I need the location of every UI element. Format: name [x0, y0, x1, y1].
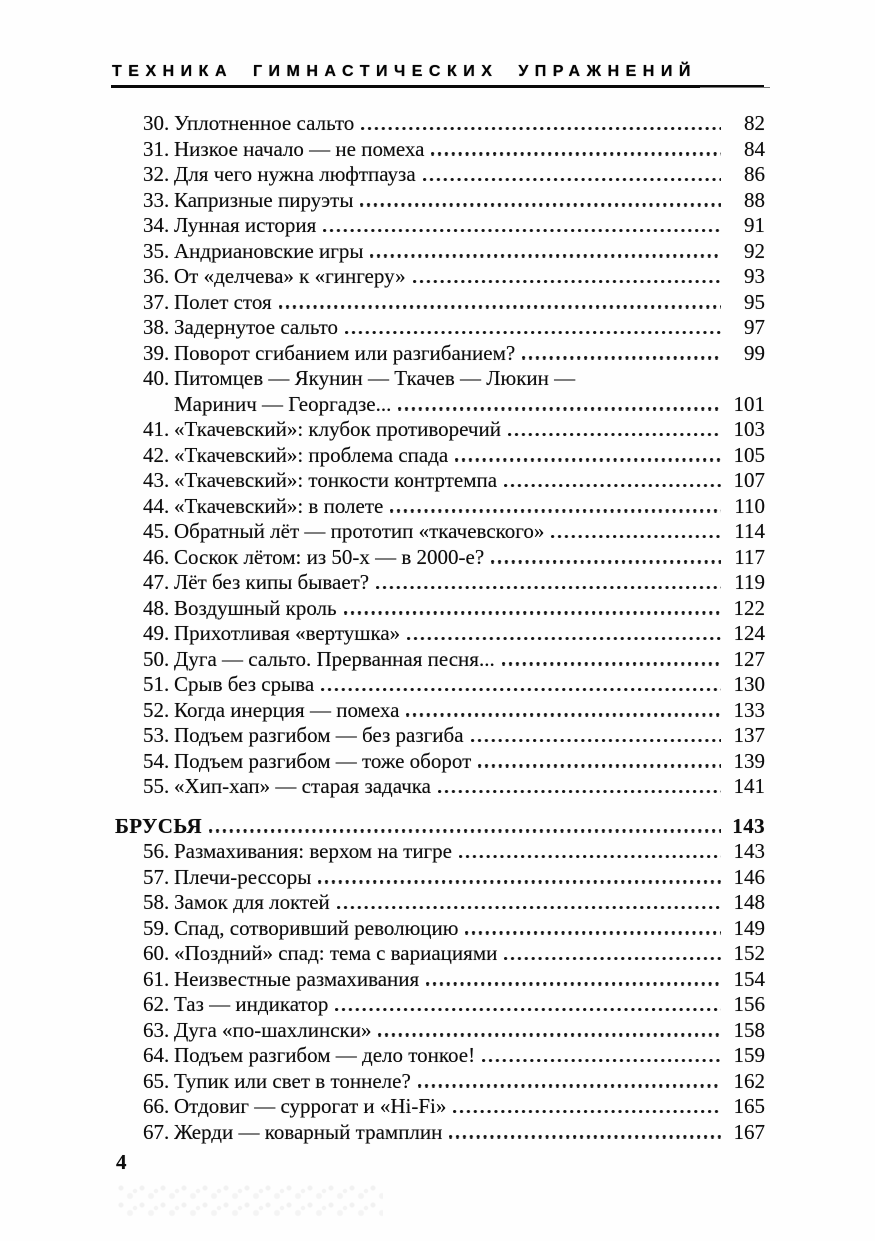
entry-title: Воздушный кроль	[174, 595, 337, 620]
toc-row	[115, 366, 765, 392]
dot-leader	[453, 1110, 721, 1113]
entry-title: Дуга «по-шахлински»	[174, 1017, 372, 1042]
entry-number: 53.	[143, 723, 170, 747]
entry-page-number: 95	[744, 289, 765, 314]
toc-section-row	[115, 814, 765, 840]
dot-leader	[335, 1008, 721, 1011]
dot-leader	[504, 484, 721, 487]
header-rule	[111, 85, 764, 88]
entry-title: Подъем разгибом — дело тонкое!	[174, 1043, 476, 1067]
dot-leader	[478, 764, 721, 767]
toc-row	[115, 341, 765, 367]
entry-page-number: 84	[744, 136, 765, 161]
dot-leader	[522, 356, 721, 359]
entry-number: 67.	[143, 1119, 170, 1144]
toc-row	[115, 967, 765, 993]
entry-number: 50.	[143, 646, 170, 671]
entry-page-number: 167	[733, 1119, 765, 1144]
scan-artifact	[118, 1184, 383, 1218]
toc-row	[115, 1120, 765, 1146]
entry-page-number: 92	[744, 238, 765, 263]
entry-page-number: 158	[733, 1017, 765, 1042]
entry-title: Уплотненное сальто	[174, 111, 355, 135]
entry-title: «Хип-хап» — старая задачка	[174, 774, 431, 798]
toc-row	[115, 1069, 765, 1095]
entry-page-number: 146	[733, 864, 765, 889]
dot-leader	[406, 713, 721, 716]
entry-page-number: 149	[733, 915, 765, 940]
dot-leader	[279, 305, 721, 308]
dot-leader	[321, 688, 721, 691]
entry-page-number: 165	[733, 1094, 765, 1118]
entry-page-number: 82	[744, 111, 765, 135]
toc-row	[115, 111, 765, 137]
entry-page-number: 133	[733, 697, 765, 722]
toc-row	[115, 621, 765, 647]
entry-page-number: 101	[733, 391, 765, 416]
entry-page-number: 99	[744, 340, 765, 365]
entry-title: Андриановские игры	[174, 238, 364, 263]
entry-number: 47.	[143, 570, 170, 594]
toc-row	[115, 647, 765, 673]
entry-number: 65.	[143, 1068, 170, 1093]
dot-leader	[426, 982, 721, 985]
dot-leader	[344, 611, 721, 614]
entry-number: 54.	[143, 748, 170, 773]
entry-number: 31.	[143, 136, 170, 161]
entry-number: 58.	[143, 890, 170, 914]
dot-leader	[508, 433, 721, 436]
entry-number: 30.	[143, 111, 170, 135]
entry-page-number: 117	[734, 544, 765, 569]
toc-row	[115, 672, 765, 698]
entry-page-number: 143	[732, 813, 765, 838]
entry-number: 66.	[143, 1094, 170, 1118]
entry-page-number: 107	[733, 468, 765, 492]
toc-row	[115, 290, 765, 316]
toc-row	[115, 468, 765, 494]
entry-title: От «делчева» к «гингеру»	[174, 264, 406, 288]
entry-number: 41.	[143, 417, 170, 441]
toc-row	[115, 392, 765, 418]
dot-leader	[407, 637, 721, 640]
toc-row	[115, 890, 765, 916]
toc-row	[115, 137, 765, 163]
entry-number: 63.	[143, 1017, 170, 1042]
dot-leader	[318, 880, 721, 883]
dot-leader	[337, 906, 721, 909]
entry-title: Подъем разгибом — без разгиба	[174, 723, 464, 747]
entry-title: Жерди — коварный трамплин	[174, 1119, 443, 1144]
entry-title: Спад, сотворивший революцию	[174, 915, 459, 940]
dot-leader	[502, 662, 721, 665]
dot-leader	[504, 957, 721, 960]
dot-leader	[323, 229, 721, 232]
toc-row	[115, 916, 765, 942]
toc-row	[115, 723, 765, 749]
dot-leader	[423, 178, 721, 181]
running-head: ТЕХНИКА ГИМНАСТИЧЕСКИХ УПРАЖНЕНИЙ	[112, 63, 697, 80]
dot-leader	[370, 254, 721, 257]
toc-row	[115, 698, 765, 724]
entry-number: 36.	[143, 264, 170, 288]
toc-row	[115, 264, 765, 290]
entry-page-number: 105	[733, 442, 765, 467]
entry-title: Соскок лётом: из 50-х — в 2000-е?	[174, 544, 485, 569]
entry-number: 46.	[143, 544, 170, 569]
entry-title: Плечи-рессоры	[174, 864, 312, 889]
toc-row	[115, 417, 765, 443]
entry-number: 43.	[143, 468, 170, 492]
toc-row	[115, 494, 765, 520]
toc-row	[115, 1018, 765, 1044]
toc-row	[115, 774, 765, 800]
entry-page-number: 148	[733, 890, 765, 914]
entry-title: «Ткачевский»: проблема спада	[174, 442, 449, 467]
dot-leader	[459, 855, 721, 858]
header-rule-thin	[700, 87, 770, 88]
entry-title: Поворот сгибанием или разгибанием?	[174, 340, 516, 365]
entry-title: Лёт без кипы бывает?	[174, 570, 370, 594]
entry-number: 37.	[143, 289, 170, 314]
entry-title: Отдовиг — суррогат и «Hi-Fi»	[174, 1094, 447, 1118]
entry-number: 40.	[143, 366, 170, 390]
dot-leader	[413, 280, 721, 283]
entry-title: Капризные пируэты	[174, 187, 354, 212]
dot-leader	[361, 127, 721, 130]
entry-title: Полет стоя	[174, 289, 272, 314]
entry-number: 55.	[143, 774, 170, 798]
page-number: 4	[116, 1150, 127, 1174]
entry-page-number: 152	[733, 941, 765, 965]
entry-title: Обратный лёт — прототип «ткачевского»	[174, 519, 545, 543]
entry-number: 33.	[143, 187, 170, 212]
dot-leader	[209, 829, 721, 832]
entry-number: 32.	[143, 162, 170, 186]
dot-leader	[398, 407, 721, 410]
entry-number: 56.	[143, 839, 170, 863]
toc-row	[115, 545, 765, 571]
entry-page-number: 122	[733, 595, 765, 620]
dot-leader	[471, 739, 721, 742]
toc-row	[115, 596, 765, 622]
entry-page-number: 103	[733, 417, 765, 441]
entry-title: Размахивания: верхом на тигре	[174, 839, 452, 863]
entry-number: 38.	[143, 315, 170, 339]
entry-page-number: 130	[733, 672, 765, 696]
toc-row	[115, 162, 765, 188]
entry-number: 61.	[143, 966, 170, 991]
entry-page-number: 139	[733, 748, 765, 773]
toc-row	[115, 1043, 765, 1069]
entry-title: Подъем разгибом — тоже оборот	[174, 748, 472, 773]
dot-leader	[360, 203, 721, 206]
entry-title: Питомцев — Якунин — Ткачев — Люкин —	[174, 366, 576, 390]
toc-row	[115, 1094, 765, 1120]
entry-page-number: 91	[744, 213, 765, 237]
entry-page-number: 159	[733, 1043, 765, 1067]
entry-number: 51.	[143, 672, 170, 696]
entry-page-number: 154	[733, 966, 765, 991]
entry-number: 45.	[143, 519, 170, 543]
dot-leader	[449, 1135, 721, 1138]
dot-leader	[431, 152, 721, 155]
entry-number: 44.	[143, 493, 170, 518]
entry-title: Низкое начало — не помеха	[174, 136, 425, 161]
entry-page-number: 162	[733, 1068, 765, 1093]
entry-title: «Ткачевский»: в полете	[174, 493, 384, 518]
dot-leader	[438, 790, 721, 793]
toc-row	[115, 519, 765, 545]
toc-row	[115, 213, 765, 239]
table-of-contents	[115, 111, 765, 1145]
entry-page-number: 119	[734, 570, 765, 594]
dot-leader	[455, 458, 721, 461]
entry-number: 39.	[143, 340, 170, 365]
toc-row	[115, 443, 765, 469]
entry-page-number: 156	[733, 992, 765, 1016]
toc-row	[115, 865, 765, 891]
toc-row	[115, 839, 765, 865]
entry-page-number: 141	[733, 774, 765, 798]
entry-title: Замок для локтей	[174, 890, 330, 914]
toc-row	[115, 570, 765, 596]
entry-title: «Ткачевский»: тонкости контртемпа	[174, 468, 498, 492]
entry-title: Лунная история	[174, 213, 317, 237]
dot-leader	[378, 1033, 721, 1036]
entry-title: Таз — индикатор	[174, 992, 329, 1016]
entry-number: 64.	[143, 1043, 170, 1067]
entry-title: Маринич — Георгадзе...	[174, 391, 392, 416]
entry-number: 34.	[143, 213, 170, 237]
section-spacer	[115, 800, 765, 814]
entry-number: 52.	[143, 697, 170, 722]
entry-title: «Ткачевский»: клубок противоречий	[174, 417, 501, 441]
toc-row	[115, 749, 765, 775]
dot-leader	[418, 1084, 721, 1087]
entry-number: 49.	[143, 621, 170, 645]
entry-number: 59.	[143, 915, 170, 940]
dot-leader	[390, 509, 721, 512]
toc-row	[115, 992, 765, 1018]
entry-title: «Поздний» спад: тема с вариациями	[174, 941, 498, 965]
dot-leader	[465, 931, 721, 934]
dot-leader	[376, 586, 721, 589]
entry-title: Для чего нужна люфтпауза	[174, 162, 416, 186]
entry-number: 35.	[143, 238, 170, 263]
entry-page-number: 114	[734, 519, 765, 543]
dot-leader	[345, 331, 721, 334]
toc-row	[115, 239, 765, 265]
toc-row	[115, 315, 765, 341]
dot-leader	[551, 535, 721, 538]
entry-number: 62.	[143, 992, 170, 1016]
entry-title: Срыв без срыва	[174, 672, 315, 696]
entry-title: Задернутое сальто	[174, 315, 339, 339]
entry-title: Когда инерция — помеха	[174, 697, 400, 722]
dot-leader	[482, 1059, 721, 1062]
entry-page-number: 86	[744, 162, 765, 186]
entry-page-number: 143	[733, 839, 765, 863]
entry-number: 57.	[143, 864, 170, 889]
entry-page-number: 124	[733, 621, 765, 645]
entry-number: 60.	[143, 941, 170, 965]
entry-title: Прихотливая «вертушка»	[174, 621, 401, 645]
dot-leader	[491, 560, 721, 563]
entry-page-number: 137	[733, 723, 765, 747]
entry-number: 42.	[143, 442, 170, 467]
entry-title: Неизвестные размахивания	[174, 966, 420, 991]
entry-number: 48.	[143, 595, 170, 620]
entry-page-number: 110	[734, 493, 765, 518]
entry-title: Тупик или свет в тоннеле?	[174, 1068, 411, 1093]
entry-page-number: 127	[733, 646, 765, 671]
toc-row	[115, 188, 765, 214]
entry-page-number: 97	[744, 315, 765, 339]
entry-page-number: 93	[744, 264, 765, 288]
entry-title: БРУСЬЯ	[115, 813, 203, 838]
entry-page-number: 88	[744, 187, 765, 212]
entry-title: Дуга — сальто. Прерванная песня...	[174, 646, 495, 671]
toc-row	[115, 941, 765, 967]
